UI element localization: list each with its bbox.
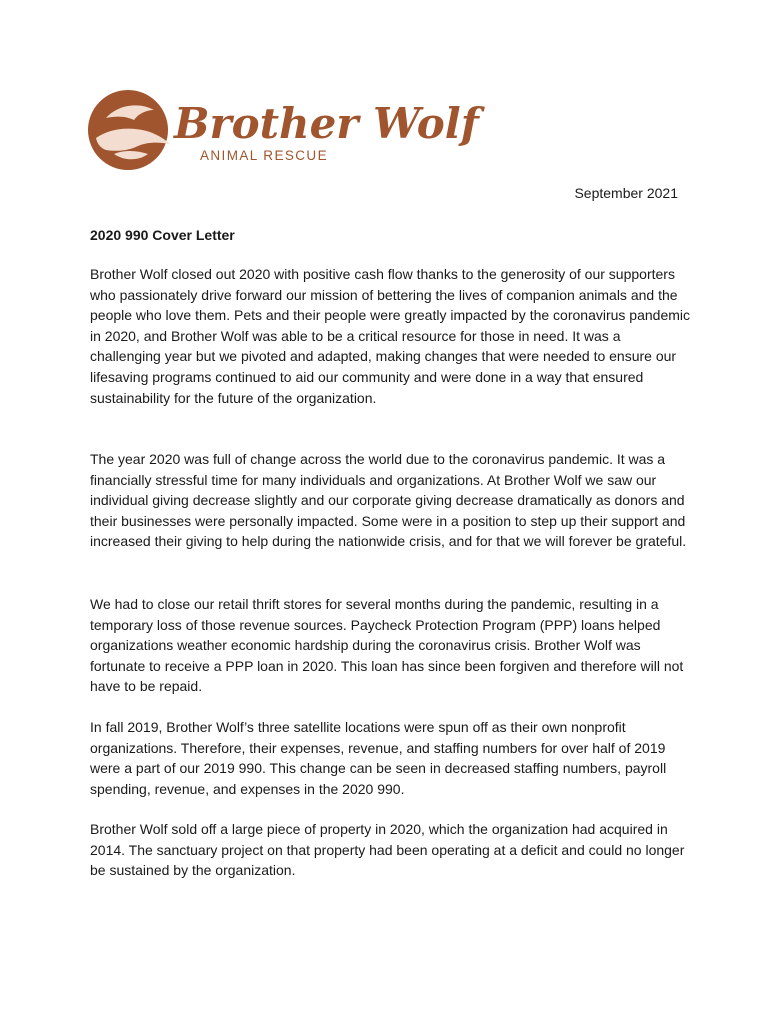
logo-name-text: Brother Wolf	[174, 99, 479, 148]
logo-graphic	[88, 80, 479, 180]
paragraph-satellite-locations: In fall 2019, Brother Wolf’s three satellite locations were spun off as their own nonprofit organizations. Therefore, their expenses, revenue, and staffing numbers for over half of 2019 were a part of our 2019 990. This change can be seen in decreased staffing numbers, payroll spending, revenue, and expenses in the 2020 990.	[90, 719, 667, 797]
paragraph-thrift-ppp: We had to close our retail thrift stores for several months during the pandemic, resulting in a temporary loss of those revenue sources. Paycheck Protection Program (PPP) loans helped organizations weather economic hardship during the coronavirus crisis. Brother Wolf was fortunate to receive a PPP loan in 2020. This loan has since been forgiven and therefore will not have to be repaid.	[90, 596, 684, 695]
letter-date: September 2021	[574, 185, 678, 201]
paragraph-pandemic-giving: The year 2020 was full of change across the world due to the coronavirus pandemic. It was a financially stressful time for many individuals and organizations. At Brother Wolf we saw our individual giving decrease slightly and our corporate giving decrease dramatically as donors and their businesses were personally impacted. Some were in a position to step up their support and increased their giving to help during the nationwide crisis, and for that we will forever be grateful.	[90, 451, 687, 550]
paragraph-property-sale: Brother Wolf sold off a large piece of property in 2020, which the organization had acquired in 2014. The sanctuary project on that property had been operating at a deficit and could no longer be sustained by the organization.	[90, 821, 685, 879]
paragraph-cash-flow: Brother Wolf closed out 2020 with positive cash flow thanks to the generosity of our supporters who passionately drive forward our mission of bettering the lives of companion animals and the people who love them. Pets and their people were greatly impacted by the coronavirus pandemic in 2020, and Brother Wolf was able to be a critical resource for those in need. It was a challenging year but we pivoted and adapted, making changes that were needed to ensure our lifesaving programs continued to aid our community and were done in a way that ensured sustainability for the future of the organization.	[90, 266, 691, 406]
brother-wolf-logo	[88, 80, 479, 180]
logo-tagline-text: ANIMAL RESCUE	[200, 148, 328, 163]
letter-subject: 2020 990 Cover Letter	[90, 227, 235, 243]
